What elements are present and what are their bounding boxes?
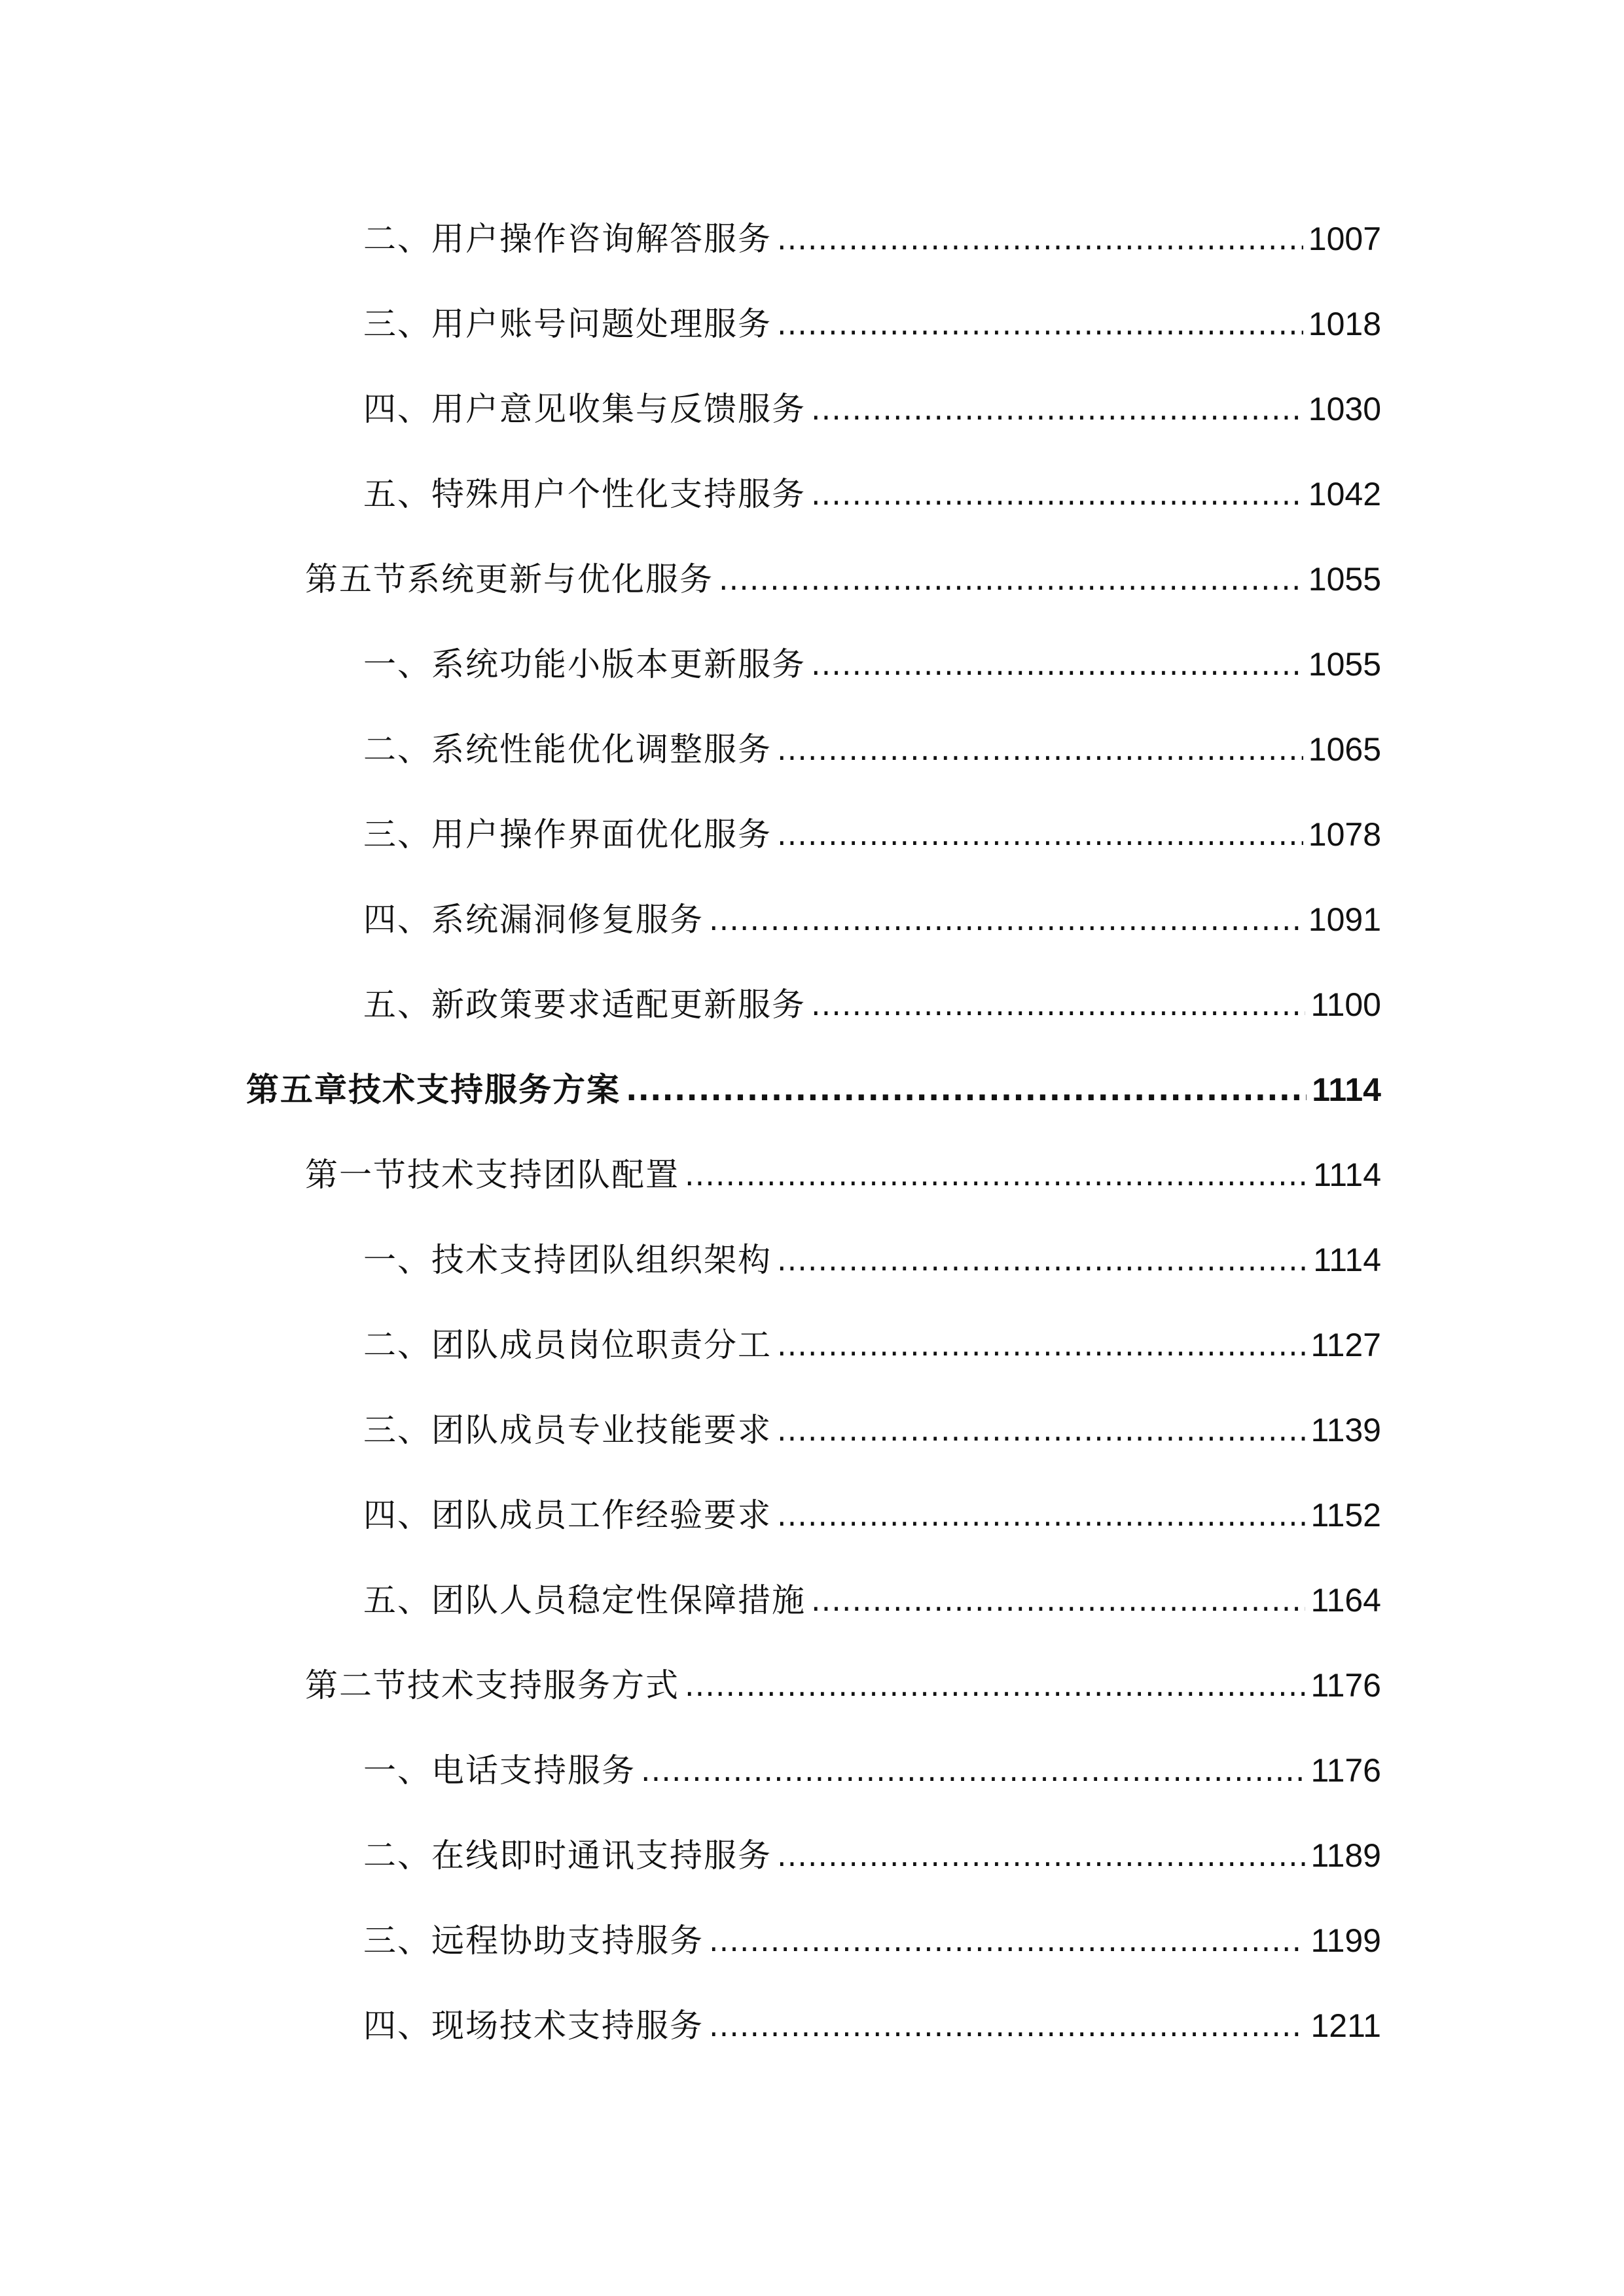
dot-leader bbox=[777, 1319, 1305, 1371]
toc-page-number: 1100 bbox=[1310, 986, 1381, 1023]
toc-entry[interactable] bbox=[305, 553, 1381, 605]
toc-page-number: 1139 bbox=[1310, 1412, 1381, 1448]
dot-leader bbox=[777, 298, 1303, 350]
toc-page-number: 1078 bbox=[1308, 816, 1381, 853]
dot-leader bbox=[709, 893, 1303, 946]
dot-leader bbox=[777, 213, 1303, 265]
toc-entry[interactable] bbox=[363, 1574, 1381, 1626]
toc-entry-title: 四、团队成员工作经验要求 bbox=[363, 1496, 772, 1534]
dot-leader bbox=[709, 2000, 1305, 2052]
toc-entry-title: 三、用户操作界面优化服务 bbox=[363, 816, 772, 853]
dot-leader bbox=[777, 1489, 1305, 1541]
toc-entry-title: 第二节技术支持服务方式 bbox=[305, 1666, 679, 1704]
toc-entry[interactable] bbox=[363, 2000, 1381, 2052]
dot-leader bbox=[685, 1659, 1305, 1712]
toc-entry-title: 第一节技术支持团队配置 bbox=[305, 1156, 679, 1194]
toc-page-number: 1091 bbox=[1308, 901, 1381, 938]
dot-leader bbox=[719, 553, 1303, 605]
toc-entry-title: 五、特殊用户个性化支持服务 bbox=[363, 475, 806, 513]
dot-leader bbox=[777, 808, 1303, 861]
toc-entry-title: 二、团队成员岗位职责分工 bbox=[363, 1326, 772, 1364]
toc-page-number: 1065 bbox=[1308, 731, 1381, 768]
toc-entry-title: 一、技术支持团队组织架构 bbox=[363, 1241, 772, 1279]
toc-entry-title: 三、用户账号问题处理服务 bbox=[363, 305, 772, 343]
toc-entry[interactable] bbox=[363, 808, 1381, 861]
toc-entry[interactable] bbox=[363, 1744, 1381, 1797]
toc-entry[interactable] bbox=[363, 1489, 1381, 1541]
toc-entry-title: 四、系统漏洞修复服务 bbox=[363, 901, 704, 939]
toc-entry-title: 一、系统功能小版本更新服务 bbox=[363, 645, 806, 683]
toc-entry[interactable] bbox=[363, 468, 1381, 520]
dot-leader bbox=[685, 1149, 1308, 1201]
toc-entry[interactable] bbox=[305, 1149, 1381, 1201]
toc-entry[interactable] bbox=[363, 1319, 1381, 1371]
toc-entry[interactable] bbox=[363, 978, 1381, 1031]
toc-entry-title: 二、系统性能优化调整服务 bbox=[363, 730, 772, 768]
dot-leader bbox=[777, 1234, 1308, 1286]
toc-entry-title: 第五章技术支持服务方案 bbox=[246, 1071, 621, 1109]
toc-entry[interactable] bbox=[363, 638, 1381, 691]
toc-page-number: 1114 bbox=[1312, 1071, 1381, 1108]
toc-entry[interactable] bbox=[363, 1234, 1381, 1286]
toc-entry[interactable] bbox=[363, 1914, 1381, 1967]
toc-page-number: 1127 bbox=[1310, 1327, 1381, 1363]
toc-entry-title: 三、团队成员专业技能要求 bbox=[363, 1411, 772, 1449]
toc-entry-title: 四、用户意见收集与反馈服务 bbox=[363, 390, 806, 428]
dot-leader bbox=[777, 1404, 1305, 1456]
dot-leader bbox=[777, 1829, 1305, 1882]
toc-entry[interactable] bbox=[363, 383, 1381, 435]
toc-page-number: 1030 bbox=[1308, 391, 1381, 427]
dot-leader bbox=[811, 1574, 1305, 1626]
toc-entry-title: 二、用户操作咨询解答服务 bbox=[363, 220, 772, 258]
toc-page-number: 1055 bbox=[1308, 561, 1381, 598]
toc-entry[interactable] bbox=[363, 213, 1381, 265]
toc-page-number: 1164 bbox=[1310, 1582, 1381, 1619]
dot-leader bbox=[811, 638, 1303, 691]
toc-entry[interactable] bbox=[246, 1064, 1381, 1116]
toc-page-number: 1042 bbox=[1308, 476, 1381, 512]
toc-entry-title: 三、远程协助支持服务 bbox=[363, 1922, 704, 1960]
toc-page-number: 1189 bbox=[1310, 1837, 1381, 1874]
dot-leader bbox=[811, 383, 1303, 435]
toc-entry-title: 四、现场技术支持服务 bbox=[363, 2007, 704, 2045]
toc-page-number: 1152 bbox=[1310, 1497, 1381, 1534]
toc-entry-title: 五、新政策要求适配更新服务 bbox=[363, 986, 806, 1024]
toc-page-number: 1176 bbox=[1310, 1667, 1381, 1704]
toc-entry[interactable] bbox=[363, 1829, 1381, 1882]
dot-leader bbox=[811, 978, 1305, 1031]
dot-leader bbox=[811, 468, 1303, 520]
toc-page-number: 1114 bbox=[1313, 1157, 1381, 1193]
dot-leader bbox=[626, 1064, 1307, 1116]
toc-page-number: 1211 bbox=[1310, 2007, 1381, 2044]
toc-entry-title: 五、团队人员稳定性保障措施 bbox=[363, 1581, 806, 1619]
toc-entry-title: 二、在线即时通讯支持服务 bbox=[363, 1837, 772, 1874]
toc-page-number: 1114 bbox=[1313, 1242, 1381, 1278]
toc-page-number: 1007 bbox=[1308, 221, 1381, 257]
toc-entry[interactable] bbox=[363, 298, 1381, 350]
toc-page-number: 1199 bbox=[1310, 1922, 1381, 1959]
toc-entry[interactable] bbox=[363, 1404, 1381, 1456]
dot-leader bbox=[709, 1914, 1305, 1967]
toc-page-number: 1055 bbox=[1308, 646, 1381, 683]
toc-entry-title: 第五节系统更新与优化服务 bbox=[305, 560, 713, 598]
toc-entry[interactable] bbox=[363, 893, 1381, 946]
toc-page-number: 1176 bbox=[1310, 1752, 1381, 1789]
dot-leader bbox=[641, 1744, 1305, 1797]
toc-entry[interactable] bbox=[363, 723, 1381, 776]
toc-entry[interactable] bbox=[305, 1659, 1381, 1712]
dot-leader bbox=[777, 723, 1303, 776]
toc-entry-title: 一、电话支持服务 bbox=[363, 1751, 636, 1789]
toc-page-number: 1018 bbox=[1308, 306, 1381, 342]
